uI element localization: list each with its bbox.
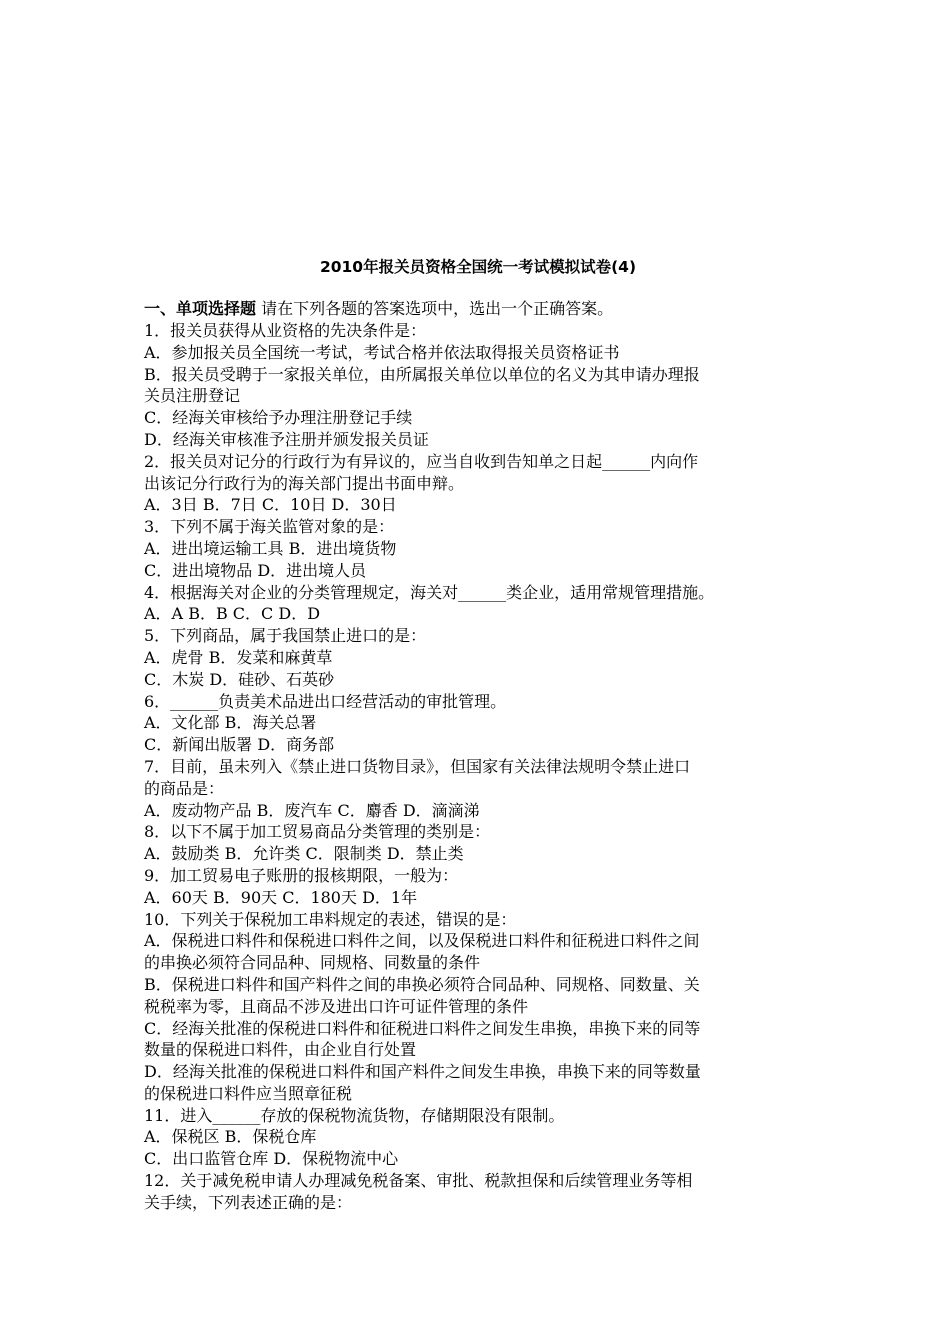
text-line: D．经海关批准的保税进口料件和国产料件之间发生串换，串换下来的同等数量 <box>144 1062 701 1082</box>
text-line: 的串换必须符合同品种、同规格、同数量的条件 <box>144 953 481 973</box>
text-line: 9．加工贸易电子账册的报核期限，一般为： <box>144 865 459 885</box>
text-line: 税税率为零，且商品不涉及进出口许可证件管理的条件 <box>144 996 529 1016</box>
text-line: 12．关于减免税申请人办理减免税备案、审批、税款担保和后续管理业务等相 <box>144 1171 693 1191</box>
text-line: 3．下列不属于海关监管对象的是： <box>144 517 395 537</box>
section-instruction: 请在下列各题的答案选项中，选出一个正确答案。 <box>256 299 614 318</box>
text-line: 6．______负责美术品进出口经营活动的审批管理。 <box>144 691 507 711</box>
section-heading-label: 一、单项选择题 <box>144 299 257 318</box>
text-line: 11．进入______存放的保税物流货物，存储期限没有限制。 <box>144 1105 565 1125</box>
text-line: A．参加报关员全国统一考试，考试合格并依法取得报关员资格证书 <box>144 342 620 362</box>
text-line: C．新闻出版署 D．商务部 <box>144 735 335 755</box>
text-line: A．3日 B．7日 C．10日 D．30日 <box>144 495 397 515</box>
text-line: C．经海关批准的保税进口料件和征税进口料件之间发生串换，串换下来的同等 <box>144 1018 701 1038</box>
text-line: 关员注册登记 <box>144 386 241 406</box>
section-heading <box>144 298 812 320</box>
text-line: 的商品是： <box>144 778 225 798</box>
text-line: 8．以下不属于加工贸易商品分类管理的类别是： <box>144 822 491 842</box>
text-line: 关手续，下列表述正确的是： <box>144 1192 353 1212</box>
text-line: A．鼓励类 B．允许类 C．限制类 D．禁止类 <box>144 844 464 864</box>
text-line: A．A B．B C．C D．D <box>144 604 321 624</box>
text-line: A．虎骨 B．发菜和麻黄草 <box>144 647 333 667</box>
text-line: 的保税进口料件应当照章征税 <box>144 1083 353 1103</box>
text-line: 4．根据海关对企业的分类管理规定，海关对______类企业，适用常规管理措施。 <box>144 582 715 602</box>
text-line: 数量的保税进口料件，由企业自行处置 <box>144 1040 417 1060</box>
text-line: C．出口监管仓库 D．保税物流中心 <box>144 1149 399 1169</box>
text-line: 2．报关员对记分的行政行为有异议的，应当自收到告知单之日起______内向作 <box>144 451 699 471</box>
text-line: 出该记分行政行为的海关部门提出书面申辩。 <box>144 473 465 493</box>
text-line: 5．下列商品，属于我国禁止进口的是： <box>144 626 427 646</box>
text-line: B．保税进口料件和国产料件之间的串换必须符合同品种、同规格、同数量、关 <box>144 974 700 994</box>
text-line: C．进出境物品 D．进出境人员 <box>144 560 367 580</box>
document-title: 2010年报关员资格全国统一考试模拟试卷(4) <box>319 258 637 276</box>
text-line: D．经海关审核准予注册并颁发报关员证 <box>144 429 429 449</box>
text-line: A．文化部 B．海关总署 <box>144 713 317 733</box>
document-page <box>144 256 812 1214</box>
text-line: A．保税进口料件和保税进口料件之间，以及保税进口料件和征税进口料件之间 <box>144 931 700 951</box>
text-line: C．木炭 D．硅砂、石英砂 <box>144 669 335 689</box>
question-list <box>144 320 812 1214</box>
text-line: A．废动物产品 B．废汽车 C．麝香 D．滴滴涕 <box>144 800 480 820</box>
text-line: A．60天 B．90天 C．180天 D．1年 <box>144 887 418 907</box>
text-line: C．经海关审核给予办理注册登记手续 <box>144 408 413 428</box>
text-line: B．报关员受聘于一家报关单位，由所属报关单位以单位的名义为其申请办理报 <box>144 364 700 384</box>
text-line: 7．目前，虽未列入《禁止进口货物目录》，但国家有关法律法规明令禁止进口 <box>144 756 691 776</box>
text-line: 1．报关员获得从业资格的先决条件是： <box>144 321 427 340</box>
text-line: A．保税区 B．保税仓库 <box>144 1127 317 1147</box>
text-line: A．进出境运输工具 B．进出境货物 <box>144 538 397 558</box>
text-line: 10．下列关于保税加工串料规定的表述，错误的是： <box>144 909 517 929</box>
